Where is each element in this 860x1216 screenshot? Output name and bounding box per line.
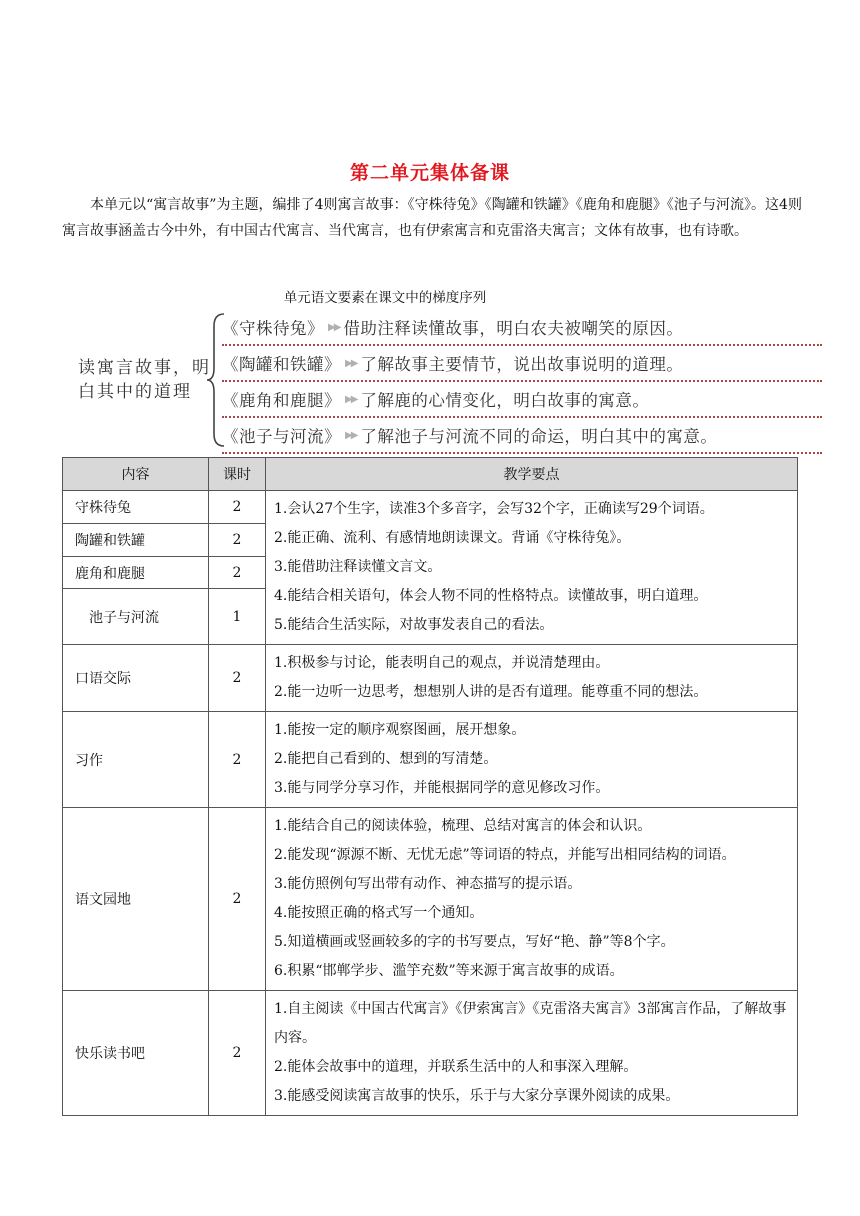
point-item: 3.能仿照例句写出带有动作、神态描写的提示语。 bbox=[274, 876, 582, 892]
lesson-name: 习作 bbox=[63, 712, 209, 808]
lesson-hours: 1 bbox=[209, 589, 266, 645]
sequence-row-title: 《守株待兔》 bbox=[222, 319, 324, 338]
table-row bbox=[63, 808, 798, 991]
sequence-row-text: 借助注释读懂故事，明白农夫被嘲笑的原因。 bbox=[343, 319, 684, 338]
point-item: 1.会认27个生字，读准3个多音字，会写32个字，正确读写29个词语。 bbox=[274, 501, 714, 517]
page-title: 第二单元集体备课 bbox=[349, 162, 510, 184]
lesson-points bbox=[266, 712, 798, 808]
lesson-hours: 2 bbox=[209, 556, 266, 588]
double-arrow-icon: ▶▶ bbox=[328, 321, 340, 333]
sequence-row-title: 《鹿角和鹿腿》 bbox=[222, 391, 341, 410]
lesson-hours: 2 bbox=[209, 991, 266, 1116]
point-item: 3.能与同学分享习作，并能根据同学的意见修改习作。 bbox=[274, 780, 610, 796]
header-content: 内容 bbox=[63, 458, 209, 491]
point-item: 4.能结合相关语句，体会人物不同的性格特点。读懂故事，明白道理。 bbox=[274, 588, 708, 604]
double-arrow-icon: ▶▶ bbox=[345, 357, 357, 369]
point-item: 2.能体会故事中的道理，并联系生活中的人和事深入理解。 bbox=[274, 1059, 638, 1075]
table-row bbox=[63, 712, 798, 808]
point-item: 2.能正确、流利、有感情地朗读课文。背诵《守株待兔》。 bbox=[274, 530, 631, 546]
lesson-hours: 2 bbox=[209, 712, 266, 808]
point-item: 5.能结合生活实际，对故事发表自己的看法。 bbox=[274, 617, 554, 633]
sequence-left-label: 读寓言故事，明白其中的道理 bbox=[78, 358, 211, 402]
teaching-plan-table bbox=[62, 457, 798, 1116]
point-item: 5.知道横画或竖画较多的字的书写要点，写好“艳、静”等8个字。 bbox=[274, 934, 675, 950]
sequence-row bbox=[222, 418, 822, 454]
sequence-row bbox=[222, 310, 822, 346]
point-item: 3.能感受阅读寓言故事的快乐，乐于与大家分享课外阅读的成果。 bbox=[274, 1088, 680, 1104]
table-header-row bbox=[63, 458, 798, 491]
sequence-row-text: 了解故事主要情节，说出故事说明的道理。 bbox=[360, 355, 684, 374]
header-hours: 课时 bbox=[209, 458, 266, 491]
point-item: 1.自主阅读《中国古代寓言》《伊索寓言》《克雷洛夫寓言》3部寓言作品，了解故事内容。 bbox=[274, 1001, 787, 1046]
table-row bbox=[63, 991, 798, 1116]
sequence-row-text: 了解池子与河流不同的命运，明白其中的寓意。 bbox=[360, 427, 718, 446]
lesson-hours: 2 bbox=[209, 491, 266, 524]
sequence-row bbox=[222, 382, 822, 418]
point-item: 2.能发现“源源不断、无忧无虑”等词语的特点，并能写出相同结构的词语。 bbox=[274, 847, 736, 863]
lesson-name: 陶罐和铁罐 bbox=[63, 524, 209, 556]
table-row bbox=[63, 645, 798, 712]
lesson-hours: 2 bbox=[209, 808, 266, 991]
sequence-row-title: 《池子与河流》 bbox=[222, 427, 341, 446]
lesson-name: 口语交际 bbox=[63, 645, 209, 712]
sequence-row bbox=[222, 346, 822, 382]
lesson-points bbox=[266, 808, 798, 991]
point-item: 4.能按照正确的格式写一个通知。 bbox=[274, 905, 484, 921]
lesson-name: 守株待兔 bbox=[63, 491, 209, 524]
table-row bbox=[63, 491, 798, 524]
lesson-name: 快乐读书吧 bbox=[63, 991, 209, 1116]
sequence-caption: 单元语文要素在课文中的梯度序列 bbox=[283, 290, 487, 306]
lesson-points bbox=[266, 991, 798, 1116]
sequence-row-text: 了解鹿的心情变化，明白故事的寓意。 bbox=[360, 391, 650, 410]
point-item: 1.积极参与讨论，能表明自己的观点，并说清楚理由。 bbox=[274, 655, 610, 671]
sequence-list bbox=[222, 310, 822, 454]
lesson-points bbox=[266, 645, 798, 712]
double-arrow-icon: ▶▶ bbox=[345, 429, 357, 441]
sequence-row-title: 《陶罐和铁罐》 bbox=[222, 355, 341, 374]
point-item: 1.能按一定的顺序观察图画，展开想象。 bbox=[274, 722, 526, 738]
point-item: 1.能结合自己的阅读体验，梳理、总结对寓言的体会和认识。 bbox=[274, 818, 652, 834]
double-arrow-icon: ▶▶ bbox=[345, 393, 357, 405]
point-item: 2.能把自己看到的、想到的写清楚。 bbox=[274, 751, 498, 767]
lesson-name: 鹿角和鹿腿 bbox=[63, 556, 209, 588]
lesson-points bbox=[266, 491, 798, 645]
lesson-hours: 2 bbox=[209, 524, 266, 556]
point-item: 2.能一边听一边思考，想想别人讲的是否有道理。能尊重不同的想法。 bbox=[274, 684, 708, 700]
point-item: 6.积累“邯郸学步、滥竽充数”等来源于寓言故事的成语。 bbox=[274, 963, 624, 979]
lesson-hours: 2 bbox=[209, 645, 266, 712]
point-item: 3.能借助注释读懂文言文。 bbox=[274, 559, 442, 575]
header-points: 教学要点 bbox=[266, 458, 798, 491]
intro-paragraph: 本单元以“寓言故事”为主题，编排了4则寓言故事：《守株待兔》《陶罐和铁罐》《鹿角和鹿腿》《池子与河流》。这4则寓言故事涵盖古今中外，有中国古代寓言、当代寓言，也有伊索寓言和克雷洛夫寓言；文体有故事，也有诗歌。 bbox=[62, 197, 802, 239]
lesson-name: 池子与河流 bbox=[63, 589, 209, 645]
lesson-name: 语文园地 bbox=[63, 808, 209, 991]
